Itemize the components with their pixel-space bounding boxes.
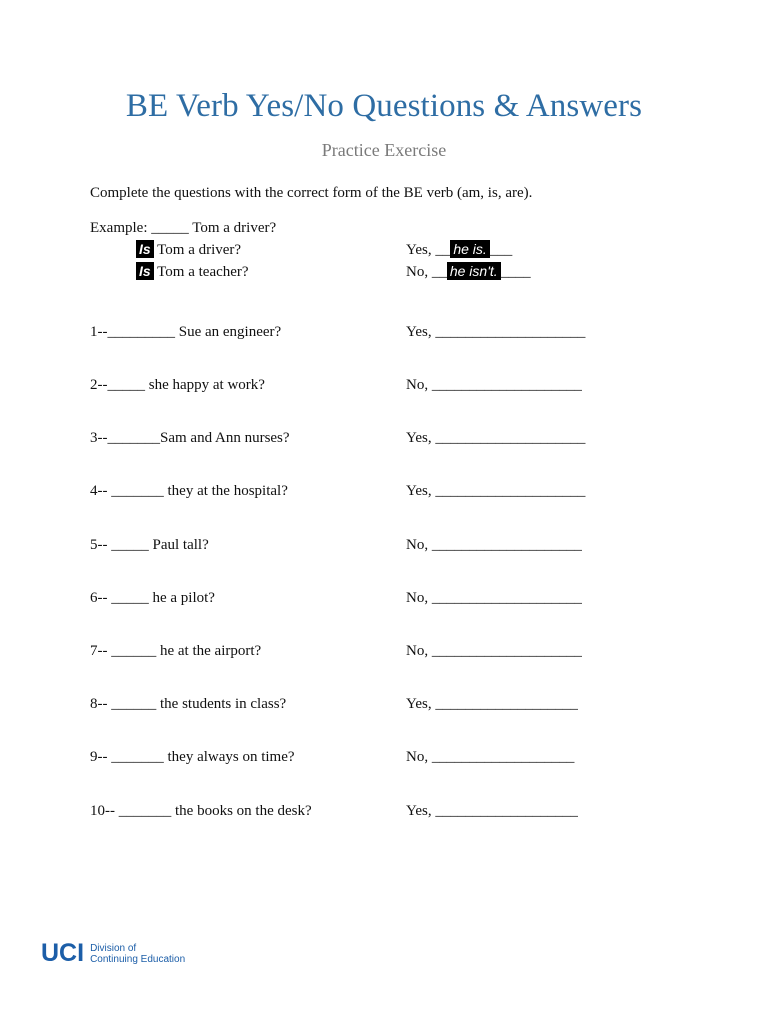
example-question-1 [136, 241, 241, 259]
question-4: 4-- _______ they at the hospital? [90, 483, 288, 499]
example-verb-highlight: Is [136, 262, 154, 280]
answer-9: No, ___________________ [406, 749, 575, 765]
question-9: 9-- _______ they always on time? [90, 749, 295, 765]
page-title: BE Verb Yes/No Questions & Answers [125, 88, 643, 124]
example-answer-prefix: Yes, __ [406, 242, 451, 258]
answer-8: Yes, ___________________ [406, 696, 578, 712]
question-10: 10-- _______ the books on the desk? [90, 803, 312, 819]
question-6: 6-- _____ he a pilot? [90, 590, 215, 606]
answer-5: No, ____________________ [406, 537, 582, 553]
example-question-text: Tom a driver? [157, 242, 242, 258]
example-answer-1 [406, 241, 512, 259]
question-3: 3--_______Sam and Ann nurses? [90, 430, 290, 446]
example-question-2 [136, 263, 249, 281]
division-line-2: Continuing Education [90, 953, 186, 965]
uci-logo: UCI [41, 939, 85, 967]
example-answer-suffix: ___ [489, 242, 513, 258]
division-line-1: Division of [90, 942, 137, 954]
example-question-text: Tom a teacher? [157, 264, 249, 280]
answer-2: No, ____________________ [406, 377, 582, 393]
instructions: Complete the questions with the correct form of the BE verb (am, is, are). [90, 185, 533, 201]
answer-3: Yes, ____________________ [406, 430, 586, 446]
answer-10: Yes, ___________________ [406, 803, 578, 819]
page-subtitle: Practice Exercise [321, 140, 447, 160]
answer-4: Yes, ____________________ [406, 483, 586, 499]
example-answer-suffix: ____ [500, 264, 531, 280]
example-answer-2 [406, 263, 531, 281]
answer-6: No, ____________________ [406, 590, 582, 606]
example-line: Example: _____ Tom a driver? [90, 220, 277, 236]
division-text [90, 943, 185, 965]
example-verb-highlight: Is [136, 240, 154, 258]
answer-1: Yes, ____________________ [406, 324, 586, 340]
example-answer-highlight: he is. [450, 240, 489, 258]
example-answer-prefix: No, __ [406, 264, 447, 280]
question-2: 2--_____ she happy at work? [90, 377, 265, 393]
footer-logo [41, 941, 185, 966]
answer-7: No, ____________________ [406, 643, 582, 659]
question-8: 8-- ______ the students in class? [90, 696, 287, 712]
example-answer-highlight: he isn't. [447, 262, 501, 280]
question-1: 1--_________ Sue an engineer? [90, 324, 282, 340]
question-7: 7-- ______ he at the airport? [90, 643, 262, 659]
question-5: 5-- _____ Paul tall? [90, 537, 209, 553]
